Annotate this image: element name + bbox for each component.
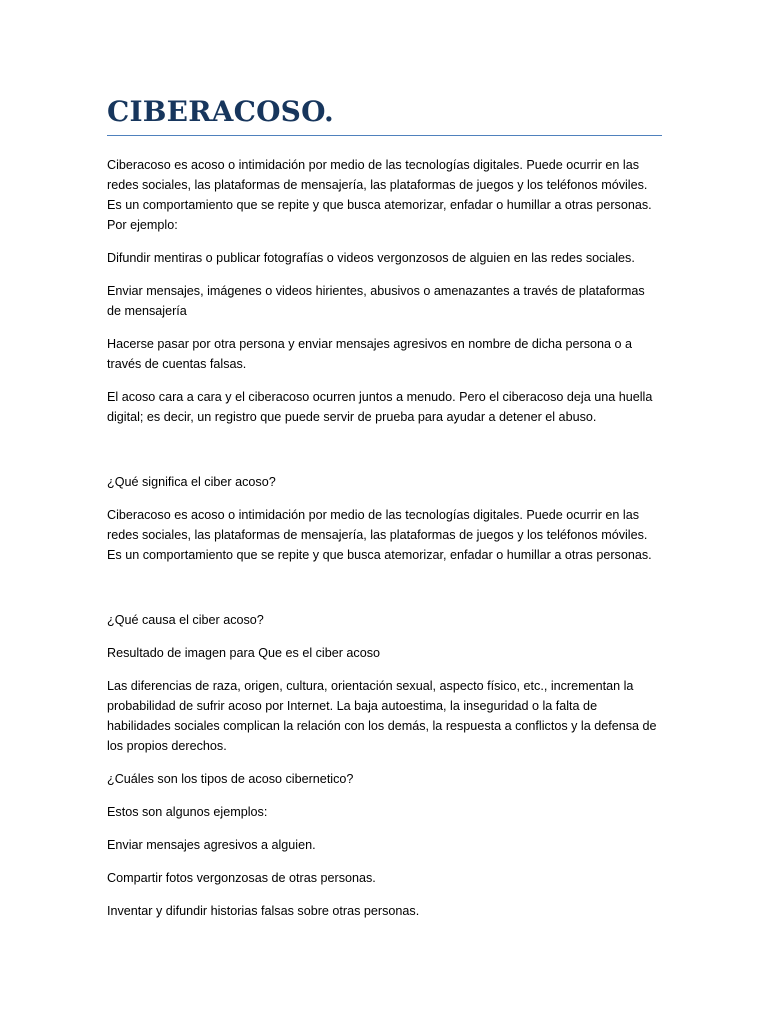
- paragraph-type-1: Enviar mensajes agresivos a alguien.: [107, 838, 316, 852]
- paragraph-definition: Ciberacoso es acoso o intimidación por medio de las tecnologías digitales. Puede ocurrir en las redes sociales, las plataformas de mensajería, las plataformas de juegos y los teléfonos móviles. Es un comportamiento que se repite y que busca atemorizar, enfadar o humillar a otras personas.: [107, 508, 652, 562]
- paragraph-examples-intro: Estos son algunos ejemplos:: [107, 805, 268, 819]
- empty-line: [107, 440, 662, 472]
- paragraph-example-3: Hacerse pasar por otra persona y enviar mensajes agresivos en nombre de dicha persona o a través de cuentas falsas.: [107, 337, 633, 371]
- paragraph-causes: Las diferencias de raza, origen, cultura, orientación sexual, aspecto físico, etc., incrementan la probabilidad de sufrir acoso por Internet. La baja autoestima, la inseguridad o la falta de habilidades sociales complican la relación con los demás, la respuesta a conflictos y la defensa de los propios derechos.: [107, 679, 657, 753]
- document-content: [107, 92, 662, 934]
- paragraph-type-2: Compartir fotos vergonzosas de otras personas.: [107, 871, 376, 885]
- question-causes: ¿Qué causa el ciber acoso?: [107, 613, 264, 627]
- paragraph-digital-footprint: El acoso cara a cara y el ciberacoso ocurren juntos a menudo. Pero el ciberacoso deja una huella digital; es decir, un registro que puede servir de prueba para ayudar a detener el abuso.: [107, 390, 653, 424]
- paragraph-type-3: Inventar y difundir historias falsas sobre otras personas.: [107, 904, 420, 918]
- question-meaning: ¿Qué significa el ciber acoso?: [107, 475, 276, 489]
- document-title: CIBERACOSO.: [107, 92, 662, 136]
- paragraph-example-2: Enviar mensajes, imágenes o videos hirientes, abusivos o amenazantes a través de plataformas de mensajería: [107, 284, 645, 318]
- paragraph-intro: Ciberacoso es acoso o intimidación por medio de las tecnologías digitales. Puede ocurrir en las redes sociales, las plataformas de mensajería, las plataformas de juegos y los teléfonos móviles. Es un comportamiento que se repite y que busca atemorizar, enfadar o humillar a otras personas. Por ejemplo:: [107, 158, 652, 232]
- document-body: [107, 155, 662, 921]
- question-types: ¿Cuáles son los tipos de acoso cibernetico?: [107, 772, 354, 786]
- empty-line: [107, 578, 662, 610]
- paragraph-example-1: Difundir mentiras o publicar fotografías o videos vergonzosos de alguien en las redes sociales.: [107, 251, 635, 265]
- paragraph-image-result: Resultado de imagen para Que es el ciber acoso: [107, 646, 381, 660]
